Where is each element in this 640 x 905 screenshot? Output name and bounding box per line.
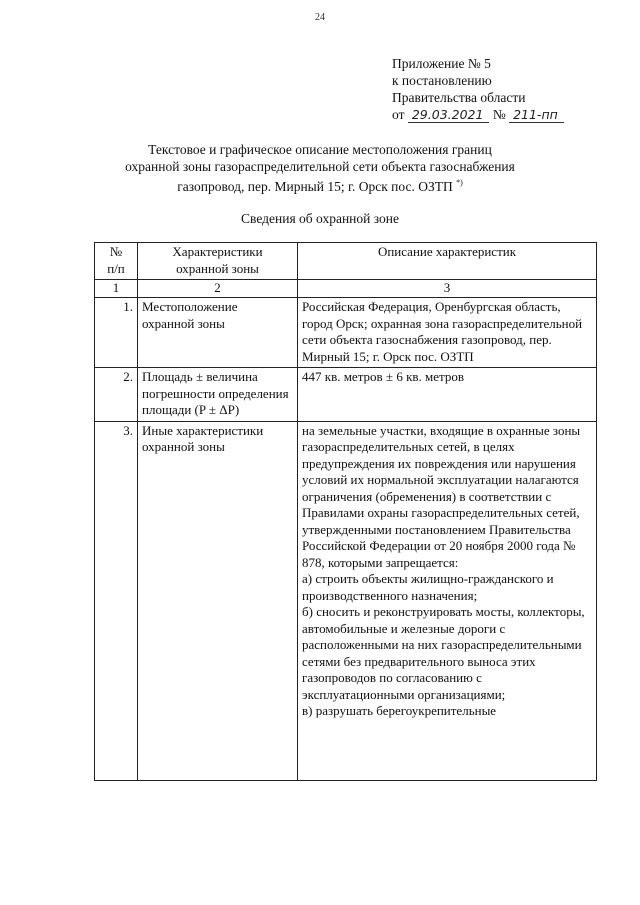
appendix-government: Правительства области	[392, 90, 526, 105]
table-index-row	[95, 280, 597, 298]
restrictions-intro: на земельные участки, входящие в охранные зоны газораспределительных сетей, в целях предупреждения их повреждения или нарушения условий их нормальной эксплуатации налагаются ограничения (обременения) в соответствии с Правилами охраны газораспределительных сетей, утвержденными постановлением Правительства Российской Федерации от 20 ноября 2000 года № 878, которыми запрещается:	[302, 422, 581, 570]
title-line-3	[95, 175, 545, 196]
appendix-title: Приложение № 5	[392, 56, 491, 71]
restriction-item-a: а) строить объекты жилищно-гражданского и производственного назначения;	[302, 571, 554, 603]
row-description	[298, 421, 597, 780]
header-char-line-2: охранной зоны	[176, 260, 259, 276]
index-cell: 1	[95, 280, 138, 298]
table-row	[95, 421, 597, 780]
restriction-item-c: в) разрушать берегоукрепительные	[302, 703, 497, 718]
row-description: 447 кв. метров ± 6 кв. метров	[298, 368, 597, 422]
index-cell: 2	[138, 280, 298, 298]
zone-table	[94, 242, 597, 781]
handwritten-number: 211-пп	[509, 108, 564, 123]
row-characteristic: Местоположение охранной зоны	[138, 298, 298, 368]
handwritten-date: 29.03.2021	[408, 108, 490, 123]
title-line-2: охранной зоны газораспределительной сети объекта газоснабжения	[125, 158, 515, 174]
date-prefix: от	[392, 107, 405, 122]
restriction-item-b: б) сносить и реконструировать мосты, коллекторы, автомобильные и железные дороги с расположенными на них газораспределительными сетями без предварительного выноса этих газопроводов по согласованию с эксплуатационными организациями;	[302, 604, 585, 702]
header-description: Описание характеристик	[298, 243, 597, 280]
row-number: 3.	[95, 421, 138, 780]
row-characteristic: Иные характеристики охранной зоны	[138, 421, 298, 780]
header-char-line-1: Характеристики	[172, 244, 263, 259]
row-description: Российская Федерация, Оренбургская область, город Орск; охранная зона газораспределительной сети объекта газоснабжения газопровод, пер. Мирный 15; г. Орск пос. ОЗТП	[298, 298, 597, 368]
appendix-resolution: к постановлению	[392, 73, 492, 88]
header-num-line-2: п/п	[107, 260, 125, 276]
section-subtitle: Сведения об охранной зоне	[241, 211, 399, 226]
table-header-row	[95, 243, 597, 280]
header-num	[95, 243, 138, 280]
row-number: 2.	[95, 368, 138, 422]
index-cell: 3	[298, 280, 597, 298]
number-sign: №	[492, 107, 506, 122]
page-number: 24	[315, 12, 325, 23]
header-characteristics	[138, 243, 298, 280]
table-row	[95, 298, 597, 368]
header-num-line-1: №	[109, 244, 123, 259]
table-row	[95, 368, 597, 422]
appendix-header	[392, 55, 564, 123]
title-line-3-text: газопровод, пер. Мирный 15; г. Орск пос. ОЗТП	[177, 179, 453, 194]
title-line-1: Текстовое и графическое описание местоположения границ	[148, 142, 492, 157]
document-title	[95, 142, 545, 196]
row-characteristic: Площадь ± величина погрешности определения площади (P ± ΔP)	[138, 368, 298, 422]
appendix-date-line	[392, 106, 564, 123]
row-number: 1.	[95, 298, 138, 368]
footnote-mark: *)	[456, 178, 463, 187]
